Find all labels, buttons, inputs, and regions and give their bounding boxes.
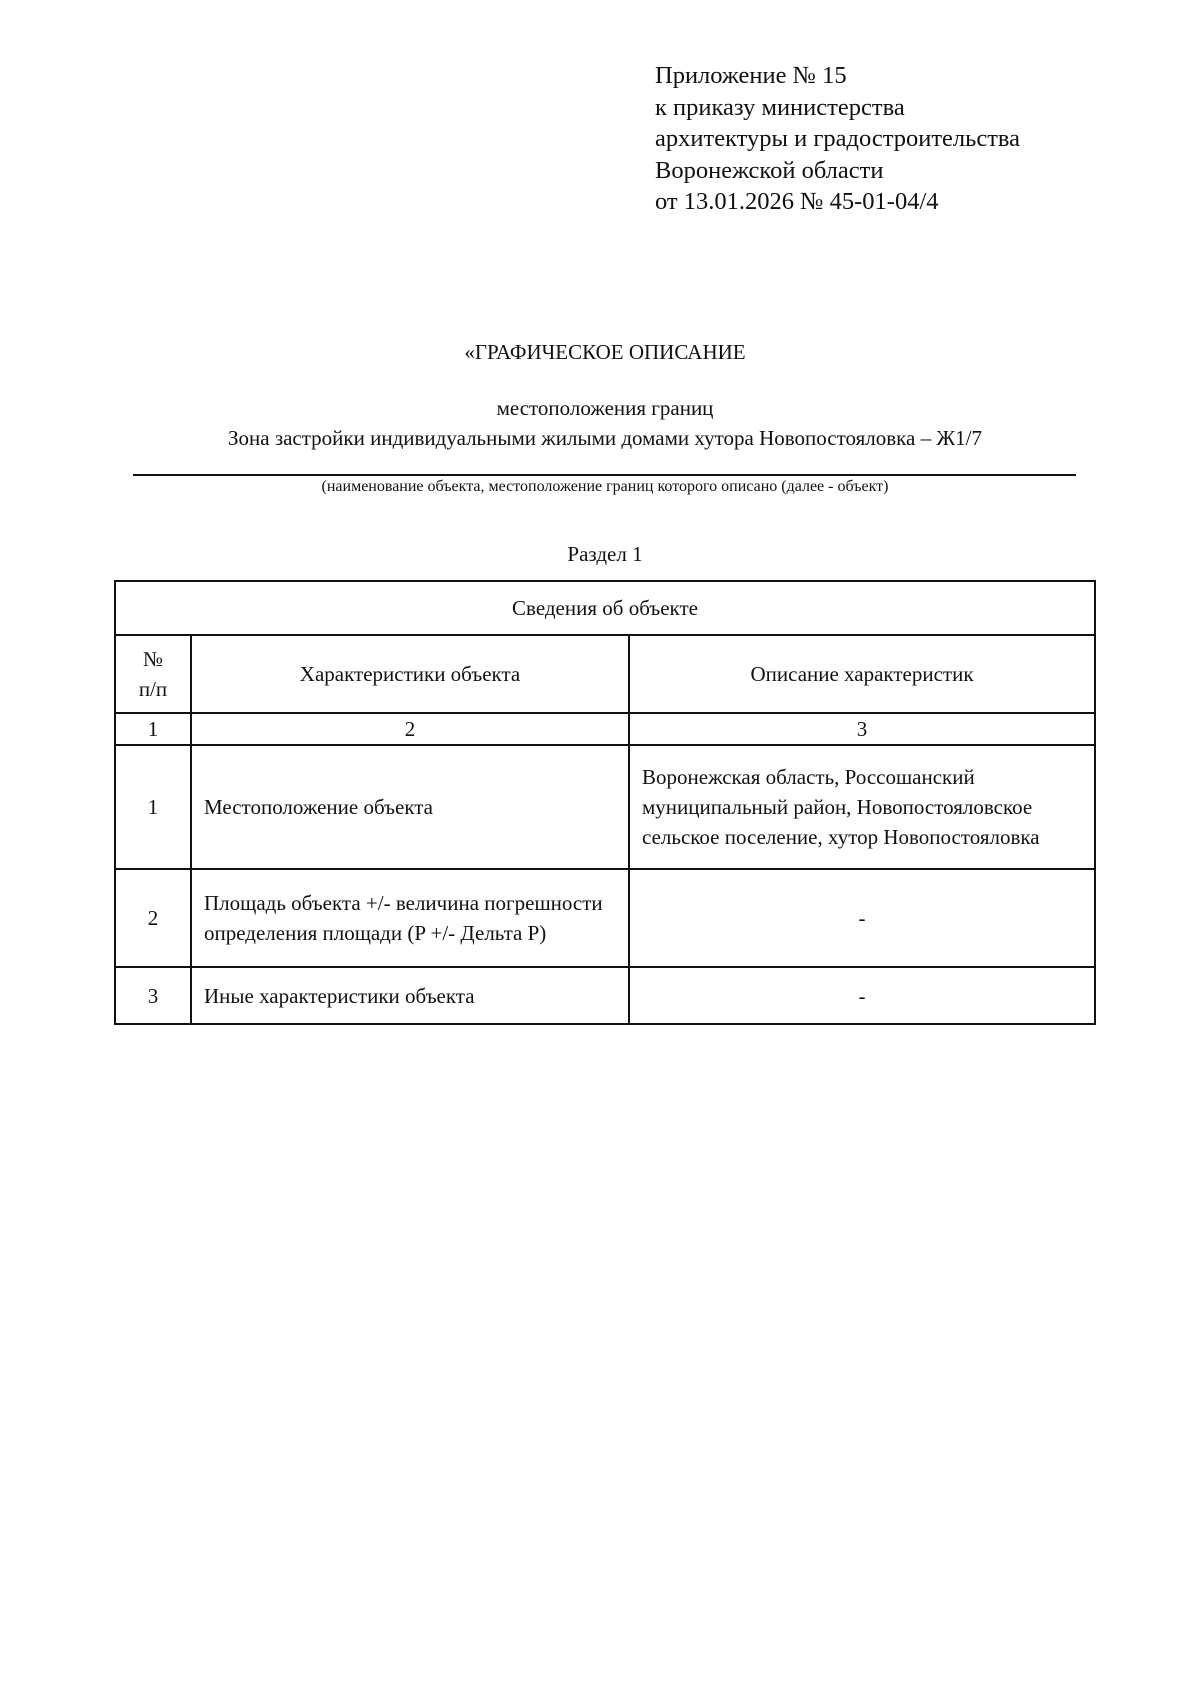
column-index: 2 (191, 713, 629, 745)
appendix-line: архитектуры и градостроительства (655, 125, 1021, 152)
document-subtitle: местоположения границ (496, 396, 714, 420)
table-caption-row (115, 581, 1095, 635)
header-number-symbol: № (142, 647, 164, 671)
row-description: Воронежская область, Россошанский муниципальный район, Новопостояловское сельское поселение, хутор Новопостояловка (629, 745, 1095, 869)
table-row (115, 869, 1095, 967)
appendix-line: Воронежской области (655, 156, 884, 184)
row-number: 3 (115, 967, 191, 1024)
table-row (115, 967, 1095, 1024)
object-name: Зона застройки индивидуальными жилыми домами хутора Новопостояловка – Ж1/7 (227, 426, 983, 450)
row-description: - (629, 967, 1095, 1024)
table-header-row (115, 635, 1095, 713)
document-title: «ГРАФИЧЕСКОЕ ОПИСАНИЕ (464, 340, 746, 364)
row-characteristic: Местоположение объекта (191, 745, 629, 869)
table-row (115, 745, 1095, 869)
column-index-row (115, 713, 1095, 745)
row-number: 1 (115, 745, 191, 869)
row-number: 2 (115, 869, 191, 967)
object-info-table (114, 580, 1096, 1025)
header-description: Описание характеристик (629, 635, 1095, 713)
table-caption: Сведения об объекте (115, 581, 1095, 635)
appendix-line: Приложение № 15 (655, 62, 847, 89)
section-heading: Раздел 1 (567, 542, 643, 566)
object-name-hint: (наименование объекта, местоположение границ которого описано (далее - объект) (321, 478, 889, 495)
row-characteristic: Иные характеристики объекта (191, 967, 629, 1024)
appendix-line: от 13.01.2026 № 45-01-04/4 (655, 188, 939, 215)
row-characteristic: Площадь объекта +/- величина погрешности определения площади (P +/- Дельта P) (191, 869, 629, 967)
appendix-block (655, 60, 1020, 218)
object-name-underline (133, 474, 1076, 476)
column-index: 3 (629, 713, 1095, 745)
header-characteristics: Характеристики объекта (191, 635, 629, 713)
header-number (115, 635, 191, 713)
appendix-line: к приказу министерства (655, 93, 905, 121)
header-number-abbr: п/п (138, 677, 168, 701)
row-description: - (629, 869, 1095, 967)
column-index: 1 (115, 713, 191, 745)
